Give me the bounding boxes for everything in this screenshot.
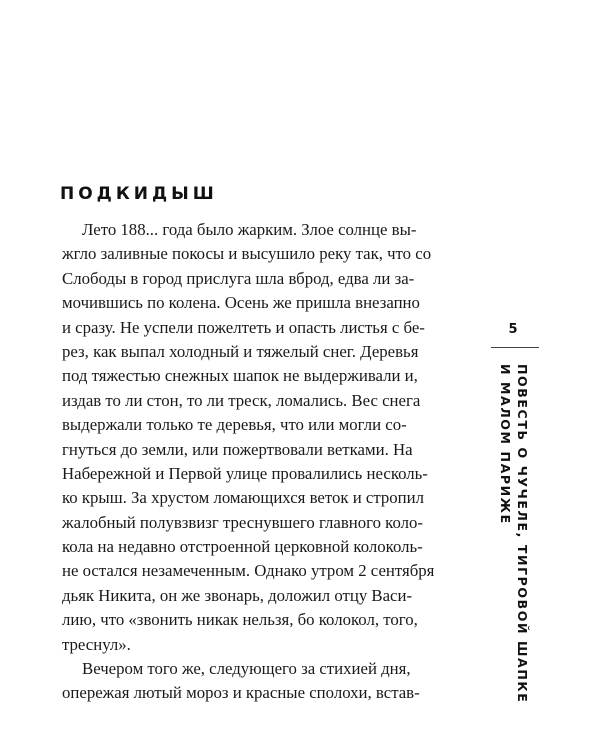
running-title-line-2: И МАЛОМ ПАРИЖЕ [498, 364, 513, 525]
running-title [497, 364, 531, 703]
text-line: жалобный полувзвизг треснувшего главного коло- [62, 512, 423, 532]
text-line: жгло заливные покосы и высушило реку так, что со [62, 244, 432, 264]
body-text [62, 218, 482, 706]
divider [491, 347, 539, 348]
text-line: Слободы в город прислуга шла вброд, едва ли за- [62, 268, 415, 288]
text-line: под тяжестью снежных шапок не выдерживали и, [62, 366, 418, 386]
text-line: издав то ли стон, то ли треск, ломались. Вес снега [62, 390, 421, 410]
text-line: ко крыш. За хрустом ломающихся веток и стропил [62, 488, 424, 508]
chapter-title: ПОДКИДЫШ [60, 184, 218, 204]
text-line: кола на недавно отстроенной церковной колоколь- [62, 537, 423, 557]
running-title-line-1: ПОВЕСТЬ О ЧУЧЕЛЕ, ТИГРОВОЙ ШАПКЕ [515, 364, 530, 704]
text-line: и сразу. Не успели пожелтеть и опасть листья с бе- [62, 317, 425, 337]
text-line: не остался незамеченным. Однако утром 2 сентября [62, 561, 435, 581]
text-line: опережая лютый мороз и красные сполохи, встав- [62, 683, 420, 703]
text-line: Вечером того же, следующего за стихией дня, [82, 659, 411, 679]
text-line: Лето 188... года было жарким. Злое солнце вы- [82, 220, 417, 239]
text-line: треснул». [62, 634, 131, 654]
text-line: лию, что «звонить никак нельзя, бо колокол, того, [62, 610, 418, 630]
text-line: мочившись по колена. Осень же пришла внезапно [62, 293, 420, 313]
text-line: выдержали только те деревья, что или могли со- [62, 415, 407, 435]
text-line: рез, как выпал холодный и тяжелый снег. Деревья [62, 341, 419, 361]
page-number: 5 [508, 322, 518, 337]
text-line: Набережной и Первой улице провалились несколь- [62, 463, 428, 483]
text-line: дьяк Никита, он же звонарь, доложил отцу Васи- [62, 585, 413, 605]
text-line: гнуться до земли, или пожертвовали ветками. На [62, 439, 413, 459]
